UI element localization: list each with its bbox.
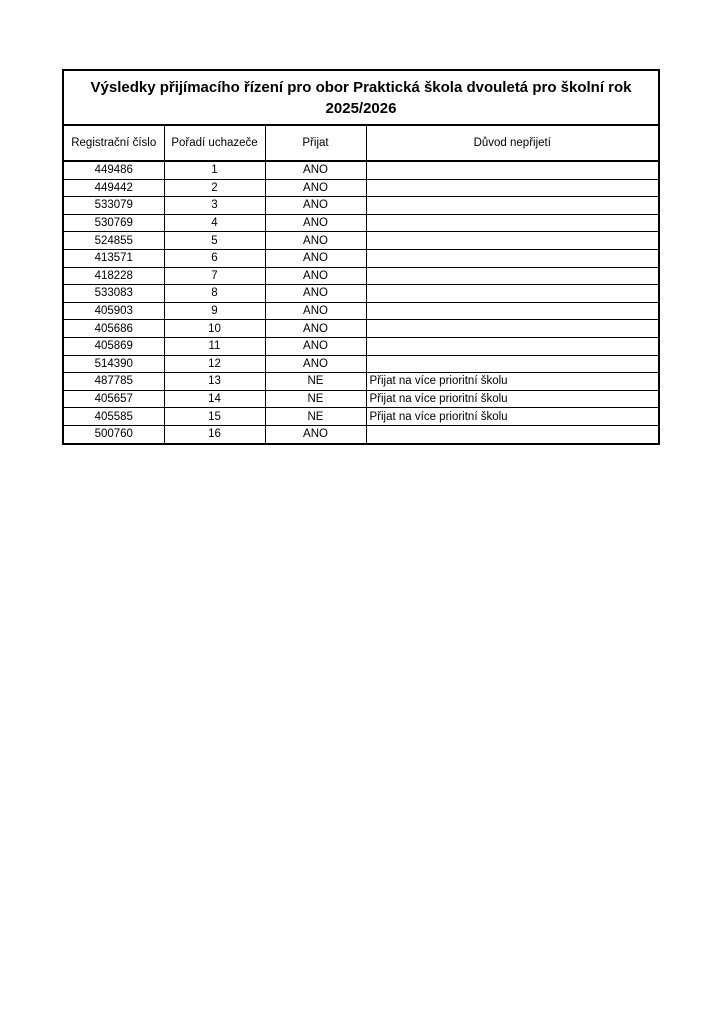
- rank-cell: 4: [164, 214, 265, 232]
- registration-number-cell: 487785: [63, 373, 164, 391]
- table-row: [63, 302, 659, 320]
- rank-cell: 10: [164, 320, 265, 338]
- registration-number-cell: 514390: [63, 355, 164, 373]
- reason-cell: [366, 232, 659, 250]
- table-row: [63, 390, 659, 408]
- rank-cell: 8: [164, 285, 265, 303]
- table-row: [63, 179, 659, 197]
- registration-number-cell: 500760: [63, 425, 164, 443]
- rank-cell: 16: [164, 425, 265, 443]
- reason-cell: [366, 425, 659, 443]
- accepted-cell: ANO: [265, 197, 366, 215]
- column-header-accepted: Přijat: [265, 125, 366, 161]
- reason-cell: [366, 355, 659, 373]
- reason-cell: [366, 320, 659, 338]
- rank-cell: 12: [164, 355, 265, 373]
- rank-cell: 9: [164, 302, 265, 320]
- registration-number-cell: 449442: [63, 179, 164, 197]
- column-header-registration-number: Registrační číslo: [63, 125, 164, 161]
- table-row: [63, 249, 659, 267]
- registration-number-cell: 405869: [63, 337, 164, 355]
- registration-number-cell: 449486: [94, 164, 133, 177]
- accepted-cell: ANO: [265, 320, 366, 338]
- reason-cell: Přijat na více prioritní školu: [366, 408, 659, 426]
- rank-cell: 13: [164, 373, 265, 391]
- header-row: [63, 125, 659, 161]
- table-body: [63, 161, 659, 444]
- registration-number-cell: 533079: [63, 197, 164, 215]
- reason-cell: [366, 267, 659, 285]
- reason-cell: [366, 302, 659, 320]
- accepted-cell: ANO: [265, 337, 366, 355]
- title-row: [63, 70, 659, 125]
- reason-cell: [366, 249, 659, 267]
- table-row: [63, 408, 659, 426]
- reason-cell: [366, 285, 659, 303]
- accepted-cell: ANO: [265, 425, 366, 443]
- accepted-cell: ANO: [265, 267, 366, 285]
- document-title: Výsledky přijímacího řízení pro obor Praktická škola dvouletá pro školní rok 2025/2026: [63, 70, 659, 125]
- accepted-cell: NE: [265, 390, 366, 408]
- accepted-cell: ANO: [265, 161, 366, 179]
- reason-cell: [366, 337, 659, 355]
- accepted-cell: ANO: [265, 214, 366, 232]
- rank-cell: 3: [164, 197, 265, 215]
- rank-cell: 11: [164, 337, 265, 355]
- rank-cell: 7: [164, 267, 265, 285]
- rank-cell: 15: [164, 408, 265, 426]
- reason-cell: Přijat na více prioritní školu: [366, 390, 659, 408]
- accepted-cell: ANO: [265, 302, 366, 320]
- accepted-cell: ANO: [265, 355, 366, 373]
- accepted-cell: ANO: [265, 232, 366, 250]
- accepted-cell: ANO: [265, 285, 366, 303]
- reason-cell: [366, 161, 659, 179]
- table-row: [63, 337, 659, 355]
- registration-number-cell: 413571: [63, 249, 164, 267]
- rank-cell: 6: [164, 249, 265, 267]
- accepted-cell: NE: [265, 408, 366, 426]
- registration-number-cell: 530769: [63, 214, 164, 232]
- reason-cell: [366, 197, 659, 215]
- registration-number-cell: 405657: [63, 390, 164, 408]
- rank-cell: 5: [164, 232, 265, 250]
- column-header-applicant-rank: Pořadí uchazeče: [164, 125, 265, 161]
- table-row: [63, 355, 659, 373]
- registration-number-cell: 405686: [63, 320, 164, 338]
- registration-number-cell: 405585: [63, 408, 164, 426]
- reason-cell: [366, 179, 659, 197]
- rank-cell: 2: [164, 179, 265, 197]
- admission-results-table: [62, 69, 660, 445]
- registration-number-cell: 524855: [63, 232, 164, 250]
- registration-number-cell: 405903: [63, 302, 164, 320]
- table-row: [63, 373, 659, 391]
- accepted-cell: NE: [265, 373, 366, 391]
- rank-cell: 1: [164, 161, 265, 179]
- table-row: [63, 285, 659, 303]
- accepted-cell: ANO: [265, 249, 366, 267]
- accepted-cell: ANO: [265, 179, 366, 197]
- table-row: [63, 161, 659, 179]
- table-row: [63, 267, 659, 285]
- table-row: [63, 214, 659, 232]
- column-header-rejection-reason: Důvod nepřijetí: [366, 125, 659, 161]
- table-row: [63, 425, 659, 443]
- registration-number-cell: 533083: [63, 285, 164, 303]
- table-row: [63, 197, 659, 215]
- table-row: [63, 232, 659, 250]
- rank-cell: 14: [164, 390, 265, 408]
- registration-number-cell: 418228: [63, 267, 164, 285]
- table-row: [63, 320, 659, 338]
- reason-cell: Přijat na více prioritní školu: [366, 373, 659, 391]
- reason-cell: [366, 214, 659, 232]
